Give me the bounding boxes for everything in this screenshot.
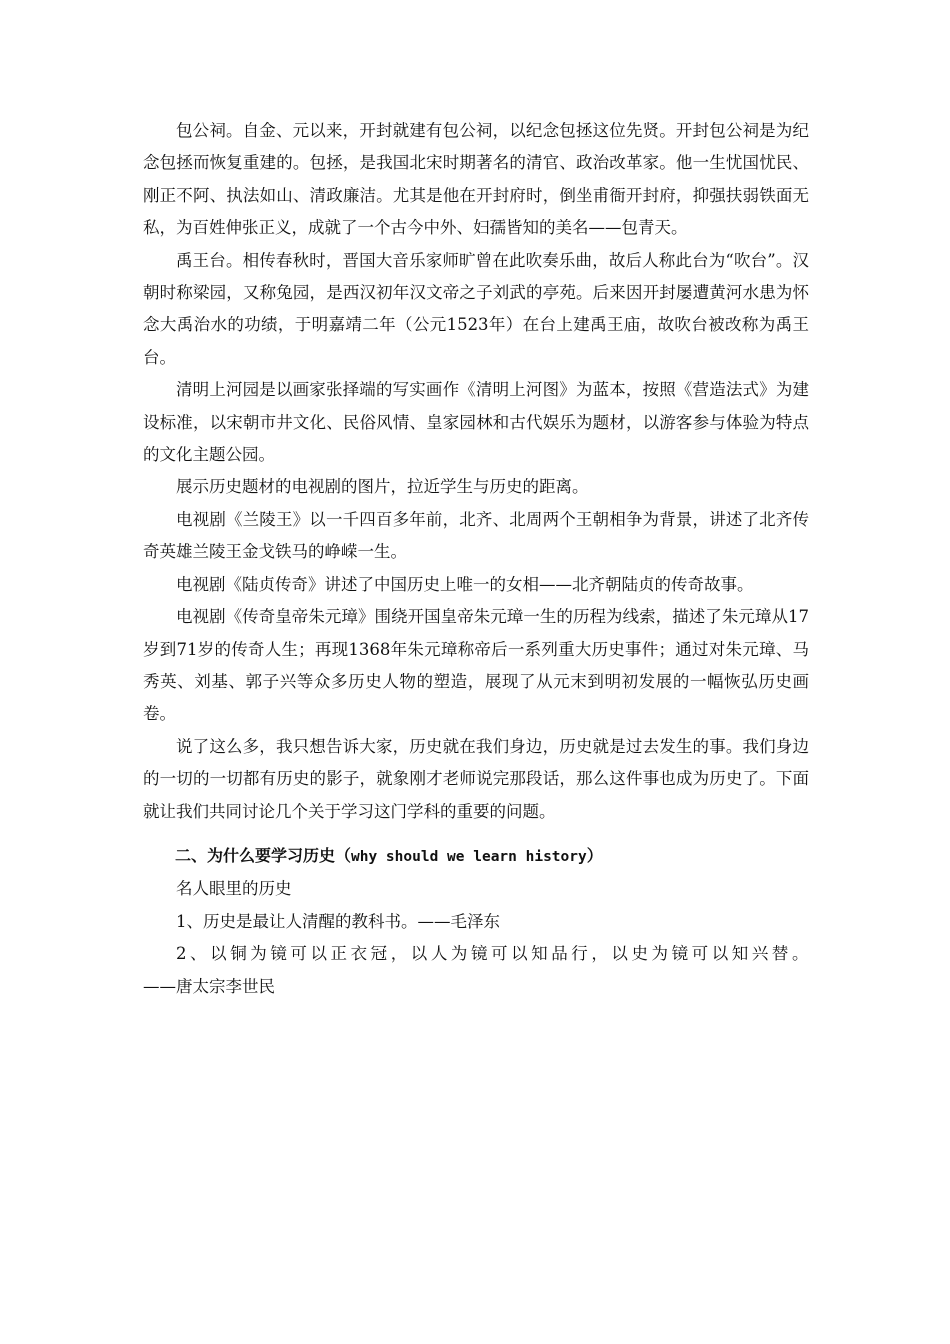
paragraph-tv-intro: 展示历史题材的电视剧的图片，拉近学生与历史的距离。 <box>176 477 589 497</box>
section-heading-close: ） <box>586 845 603 865</box>
section-heading <box>143 840 809 873</box>
quote-tang-taizong-author: ——唐太宗李世民 <box>143 976 275 996</box>
paragraph-summary: 说了这么多，我只想告诉大家，历史就在我们身边，历史就是过去发生的事。我们身边的一切的一切都有历史的影子，就象刚才老师说完那段话，那么这件事也成为历史了。下面就让我们共同讨论几个关于学习这门学科的重要的问题。 <box>143 736 809 821</box>
paragraph-zhuyuanzhang: 电视剧《传奇皇帝朱元璋》围绕开国皇帝朱元璋一生的历程为线索，描述了朱元璋从17岁到71岁的传奇人生；再现1368年朱元璋称帝后一系列重大历史事件；通过对朱元璋、马秀英、刘基、郭子兴等众多历史人物的塑造，展现了从元末到明初发展的一幅恢弘历史画卷。 <box>143 607 809 724</box>
paragraph-lanling: 电视剧《兰陵王》以一千四百多年前，北齐、北周两个王朝相争为背景，讲述了北齐传奇英雄兰陵王金戈铁马的峥嵘一生。 <box>143 509 809 562</box>
section-heading-cn: 二、为什么要学习历史（ <box>175 845 352 865</box>
paragraph-bao-temple: 包公祠。自金、元以来，开封就建有包公祠，以纪念包拯这位先贤。开封包公祠是为纪念包拯而恢复重建的。包拯，是我国北宋时期著名的清官、政治改革家。他一生忧国忧民、刚正不阿、执法如山、清政廉洁。尤其是他在开封府时，倒坐甫衙开封府，抑强扶弱铁面无私，为百姓伸张正义，成就了一个古今中外、妇孺皆知的美名——包青天。 <box>143 121 809 238</box>
paragraph-luzhen: 电视剧《陆贞传奇》讲述了中国历史上唯一的女相——北齐朝陆贞的传奇故事。 <box>176 574 754 594</box>
section-subtitle: 名人眼里的历史 <box>176 879 292 899</box>
quote-mao: 1、历史是最让人清醒的教科书。——毛泽东 <box>176 911 500 931</box>
section-heading-en: why should we learn history <box>351 848 587 865</box>
section-spacer <box>143 828 809 840</box>
quote-tang-taizong: 2、以铜为镜可以正衣冠，以人为镜可以知品行，以史为镜可以知兴替。 <box>176 944 809 964</box>
document-body <box>143 115 809 1003</box>
paragraph-qingming-park: 清明上河园是以画家张择端的写实画作《清明上河图》为蓝本，按照《营造法式》为建设标准，以宋朝市井文化、民俗风情、皇家园林和古代娱乐为题材，以游客参与体验为特点的文化主题公园。 <box>143 380 809 465</box>
paragraph-yu-platform: 禹王台。相传春秋时，晋国大音乐家师旷曾在此吹奏乐曲，故后人称此台为“吹台”。汉朝时称梁园，又称兔园，是西汉初年汉文帝之子刘武的亭苑。后来因开封屡遭黄河水患为怀念大禹治水的功绩，于明嘉靖二年（公元1523年）在台上建禹王庙，故吹台被改称为禹王台。 <box>143 250 809 367</box>
